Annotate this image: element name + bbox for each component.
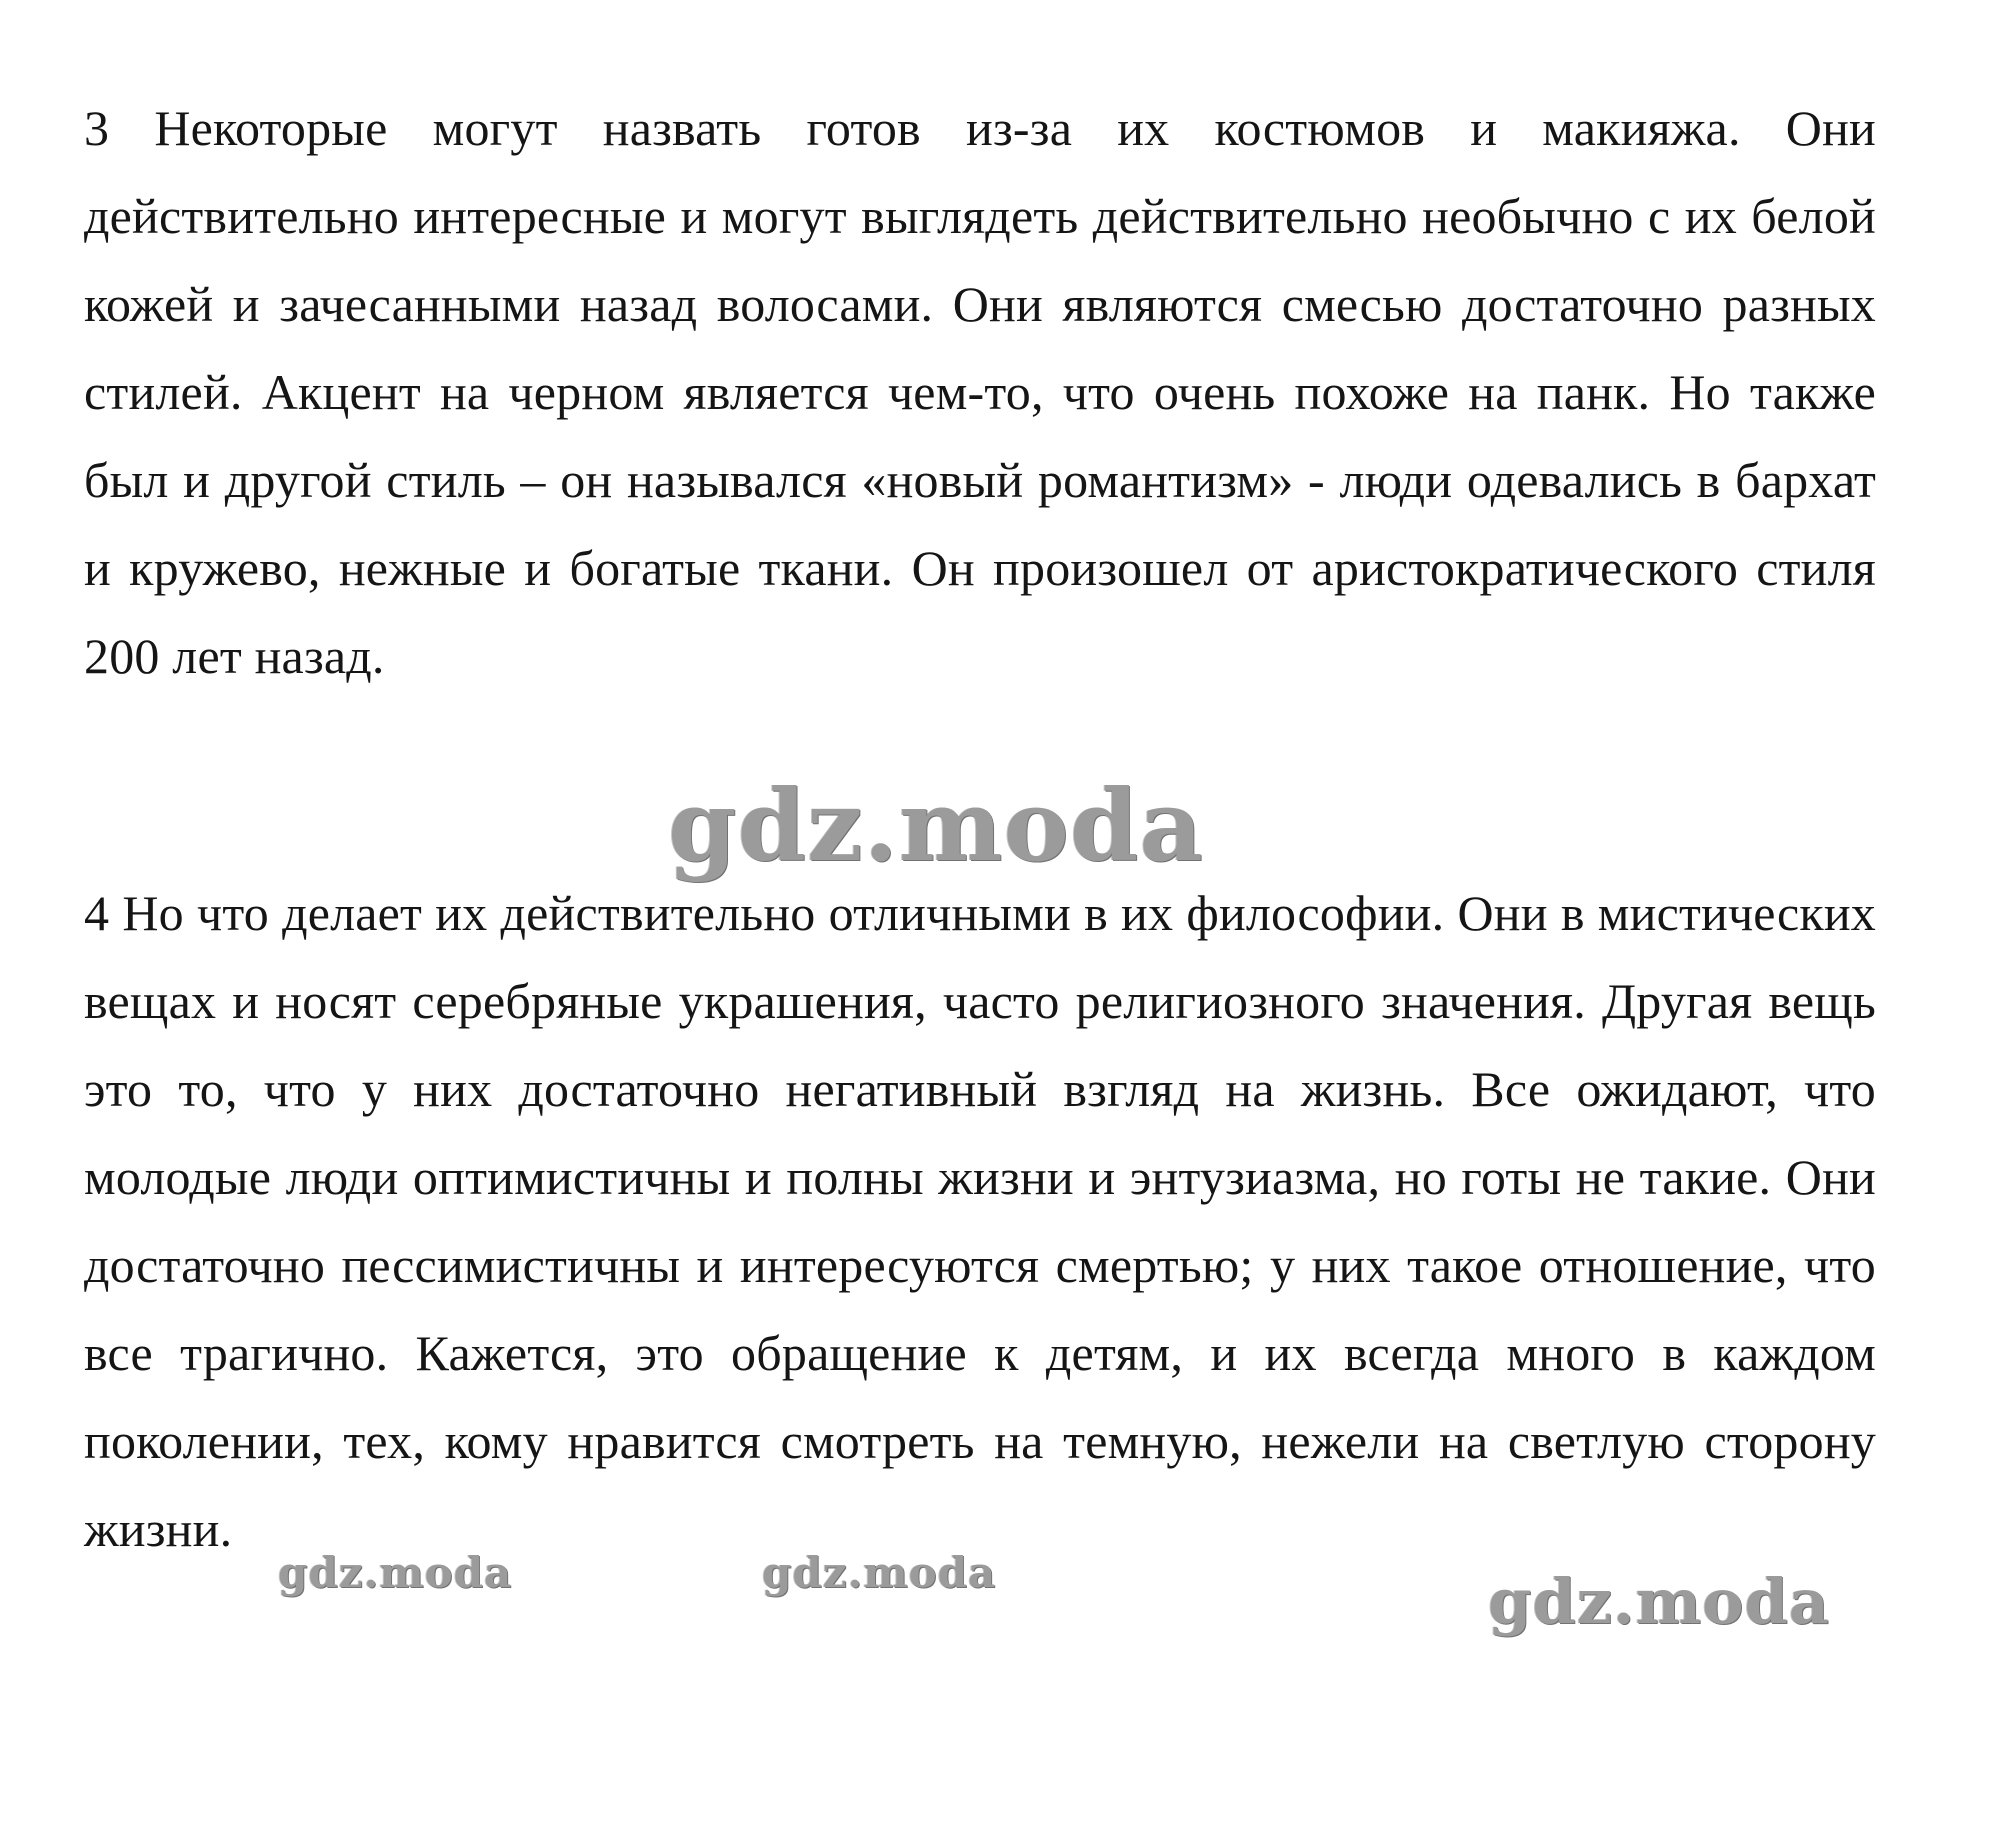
watermark-small-center: gdz.moda — [762, 1548, 997, 1597]
paragraph-3: 3 Некоторые могут назвать готов из-за их костюмов и макияжа. Они действительно интересные и могут выглядеть действительно необычно с их белой кожей и зачесанными назад волосами. Они являются смесью достаточно разных стилей. Акцент на черном является чем-то, что очень похоже на панк. Но также был и другой стиль – он назывался «новый романтизм» - люди одевались в бархат и кружево, нежные и богатые ткани. Он произошел от аристократического стиля 200 лет назад. — [84, 100, 1876, 684]
watermark-small-left: gdz.moda — [278, 1548, 513, 1597]
watermark-large: gdz.moda — [668, 769, 1204, 884]
watermark-medium-right: gdz.moda — [1488, 1565, 1830, 1638]
paragraph-4: 4 Но что делает их действительно отличными в их философии. Они в мистических вещах и носят серебряные украшения, часто религиозного значения. Другая вещь это то, что у них достаточно негативный взгляд на жизнь. Все ожидают, что молодые люди оптимистичны и полны жизни и энтузиазма, но готы не такие. Они достаточно пессимистичны и интересуются смертью; у них такое отношение, что все трагично. Кажется, это обращение к детям, и их всегда много в каждом поколении, тех, кому нравится смотреть на темную, нежели на светлую сторону жизни. — [84, 885, 1876, 1557]
